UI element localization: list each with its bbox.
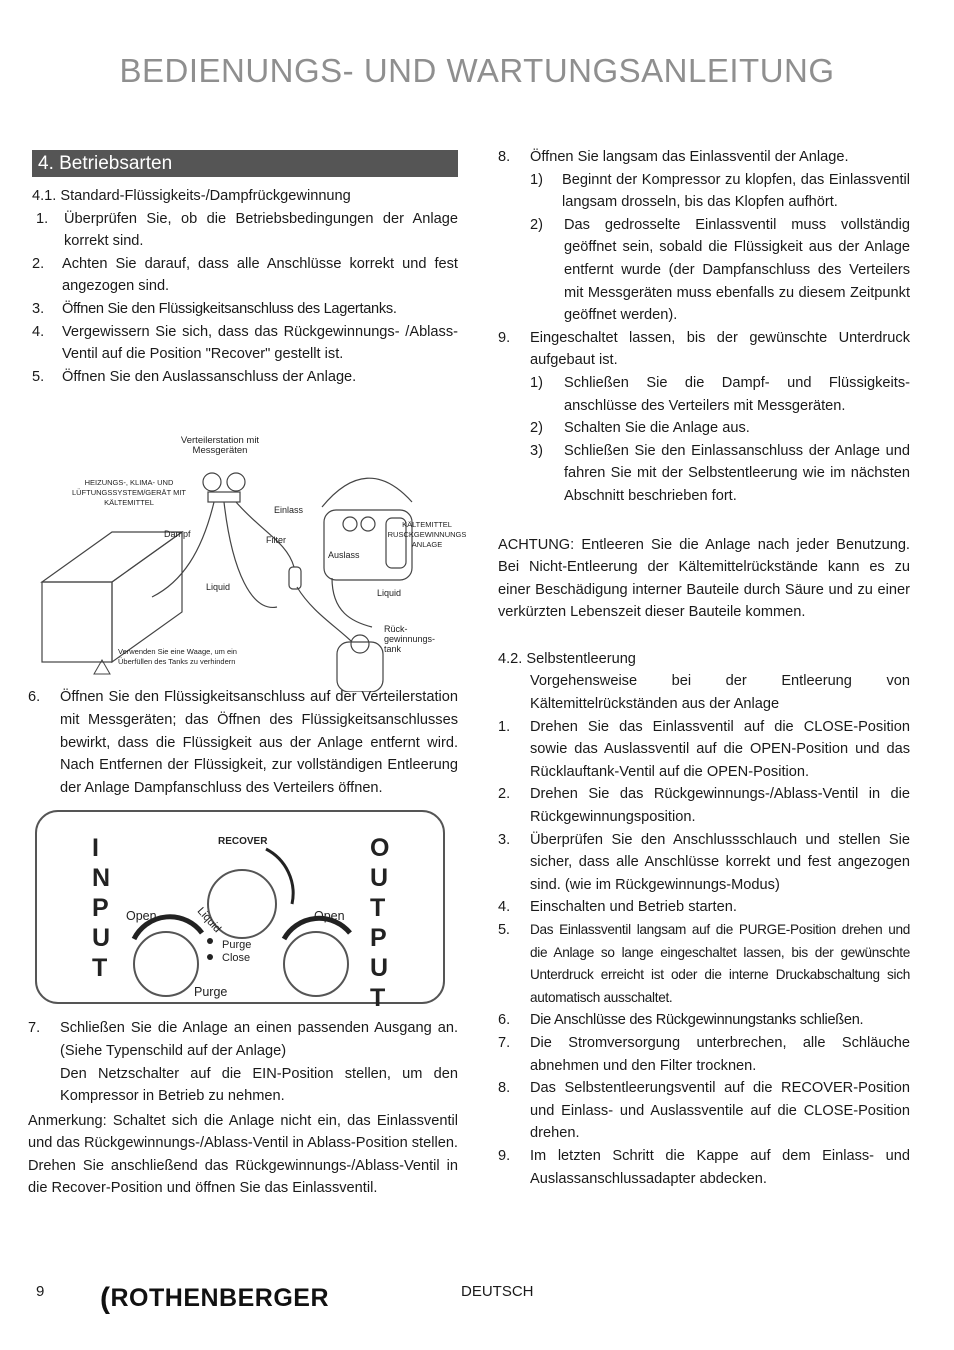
- right-column: [498, 146, 910, 1190]
- recovery-setup-diagram: [32, 392, 472, 692]
- label-output: OUTPUT: [370, 834, 390, 1013]
- label-dampf: Dampf: [164, 529, 191, 540]
- sub-list-item: 2) Schalten Sie die Anlage aus.: [530, 420, 750, 437]
- label-liquid-tank: Liquid: [377, 588, 402, 599]
- label-open-right: Open: [314, 909, 345, 924]
- list-item: 1. Überprüfen Sie, ob die Betriebsbedingungen der Anlage korrekt sind.: [36, 210, 458, 250]
- subsection-heading: 4.1. Standard-Flüssigkeits-/Dampfrückgewinnung: [32, 188, 351, 204]
- label-einlass: Einlass: [274, 505, 304, 516]
- intro-paragraph: Vorgehensweise bei der Entleerung von Kältemittelrückständen aus der Anlage: [530, 673, 910, 713]
- list-item: 2. Drehen Sie das Rückgewinnungs-/Ablass-Ventil in die Rückgewinnungsposition.: [498, 786, 910, 826]
- label-filter: Filter: [266, 535, 286, 546]
- list-item: 7. Schließen Sie die Anlage an einen passenden Ausgang an. (Siehe Typenschild auf der Anlage): [28, 1020, 458, 1059]
- sub-list-item: 1) Schließen Sie die Dampf- und Flüssigkeits- anschlüsse des Verteilers mit Messgeräten.: [530, 374, 910, 414]
- list-item: 3. Überprüfen Sie den Anschlussschlauch und stellen Sie sicher, dass alle Anschlüsse korrekt und fest angezogen sind. (wie im Rückgewinnungs-Modus): [498, 831, 910, 893]
- page-title: BEDIENUNGS- UND WARTUNGSANLEITUNG: [119, 52, 835, 89]
- paragraph: Den Netzschalter auf die EIN-Position stellen, um den Kompressor in Betrieb zu nehmen.: [60, 1065, 458, 1105]
- list-item: 4. Einschalten und Betrieb starten.: [498, 899, 737, 916]
- label-liquid-hose: Liquid: [206, 582, 231, 593]
- list-item: 1. Drehen Sie das Einlassventil auf die CLOSE-Position sowie das Auslassventil auf die OPEN-Position und das Rücklauftank-Ventil auf die OPEN-Position.: [498, 718, 910, 780]
- label-open-left: Open: [126, 909, 157, 924]
- list-item: 6. Die Anschlüsse des Rückgewinnungstanks schließen.: [498, 1012, 864, 1029]
- label-purge: Purge: [194, 985, 228, 1000]
- sub-list-item: 3) Schließen Sie den Einlassanschluss der Anlage und fahren Sie mit der Selbstentleerung wie im nächsten Abschnitt beschrieben fort.: [530, 442, 910, 504]
- note-paragraph: Anmerkung: Schaltet sich die Anlage nicht ein, das Einlassventil und das Rückgewinnungs-/Ablass-Ventil in Ablass-Position stellen. Drehen Sie anschließend das Rückgewinnungs-/Ablass-Ventil in die Recover-Position und öffnen Sie das Einlassventil.: [28, 1112, 458, 1197]
- label-warning: Verwenden Sie eine Waage, um ein Überfüllen des Tanks zu verhindern: [118, 647, 237, 667]
- label-hvac: HEIZUNGS-, KLIMA- UND LÜFTUNGSSYSTEM/GERÄT MIT KÄLTEMITTEL: [71, 478, 187, 508]
- label-liquid: Liquid: [194, 905, 224, 936]
- warning-paragraph: ACHTUNG: Entleeren Sie die Anlage nach jeder Benutzung. Bei Nicht-Entleerung der Kältemittelrückstände kann es zu einer Beschädigung interner Bauteile durch Säure und zu einer verkürzten Lebenszeit dieser Bauteile kommen.: [498, 536, 910, 621]
- list-item: 8. Das Selbstentleerungsventil auf die RECOVER-Position und Einlass- und Auslassventile auf die CLOSE-Position drehen.: [498, 1080, 910, 1142]
- label-recover: RECOVER: [218, 836, 268, 848]
- label-tank: Rück- gewinnungs- tank: [384, 624, 436, 655]
- list-item: 5. Öffnen Sie den Auslassanschluss der Anlage.: [32, 368, 357, 385]
- label-manifold: Verteilerstation mit Messgeräten: [180, 435, 260, 457]
- label-auslass: Auslass: [328, 550, 360, 561]
- list-item: 3. Öffnen Sie den Flüssigkeitsanschluss des Lagertanks.: [32, 300, 397, 317]
- sub-list-item: 2) Das gedrosselte Einlassventil muss vollständig geöffnet sein, sobald die Flüssigkeit aus der Anlage entfernt wurde (der Dampfanschluss des Verteilers mit Messgeräten muss ebenfalls zu diesem Zeitpunkt geöffnet werden).: [530, 216, 910, 324]
- list-item: 5. Das Einlassventil langsam auf die PURGE-Position drehen und die Anlage so lange eingeschaltet lassen, bis der gewünschte Unterdruck erreicht ist oder die interne Druckabschaltung sich automatisch ausschaltet.: [498, 922, 910, 1005]
- list-item: 7. Die Stromversorgung unterbrechen, alle Schläuche abnehmen und den Filter trocknen.: [498, 1034, 910, 1074]
- section-heading: 4. Betriebsarten: [32, 150, 458, 177]
- logo-mark-icon: (: [100, 1282, 111, 1315]
- valve-panel-diagram: [34, 809, 446, 1013]
- sub-list-item: 1) Beginnt der Kompressor zu klopfen, das Einlassventil langsam drosseln, bis das Klopfen aufhört.: [530, 171, 910, 211]
- subsection-heading: 4.2. Selbstentleerung: [498, 650, 636, 667]
- label-machine: KÄLTEMITTEL RUSCKGEWINNUNGS ANLAGE: [387, 520, 467, 550]
- label-purge-close: Purge Close: [222, 939, 252, 965]
- list-item: 4. Vergewissern Sie sich, dass das Rückgewinnungs- /Ablass-Ventil auf die Position "Recover" gestellt ist.: [32, 323, 458, 363]
- left-column: [28, 150, 467, 1200]
- list-item: 9. Im letzten Schritt die Kappe auf dem Einlass- und Auslassanschlussadapter abdecken.: [498, 1147, 910, 1187]
- language-label: DEUTSCH: [461, 1283, 534, 1300]
- brand-logo: [100, 1280, 329, 1314]
- list-item: 9. Eingeschaltet lassen, bis der gewünschte Unterdruck aufgebaut ist.: [498, 329, 910, 369]
- brand-name: ROTHENBERGER: [110, 1284, 330, 1312]
- list-item: 8. Öffnen Sie langsam das Einlassventil der Anlage.: [498, 149, 849, 165]
- page-number: 9: [36, 1283, 45, 1300]
- list-item: 2. Achten Sie darauf, dass alle Anschlüsse korrekt und fest angezogen sind.: [32, 255, 458, 295]
- list-item: 6. Öffnen Sie den Flüssigkeitsanschluss auf der Verteilerstation mit Messgeräten; das Öffnen des Flüssigkeitsanschlusses bewirkt, dass die Flüssigkeit aus der Anlage entfernt wird. Nach Entfernen der Flüssigkeit, zur vollständigen Entleerung der Anlage Dampfanschluss des Verteilers öffnen.: [28, 689, 458, 796]
- label-input: INPUT: [92, 834, 111, 983]
